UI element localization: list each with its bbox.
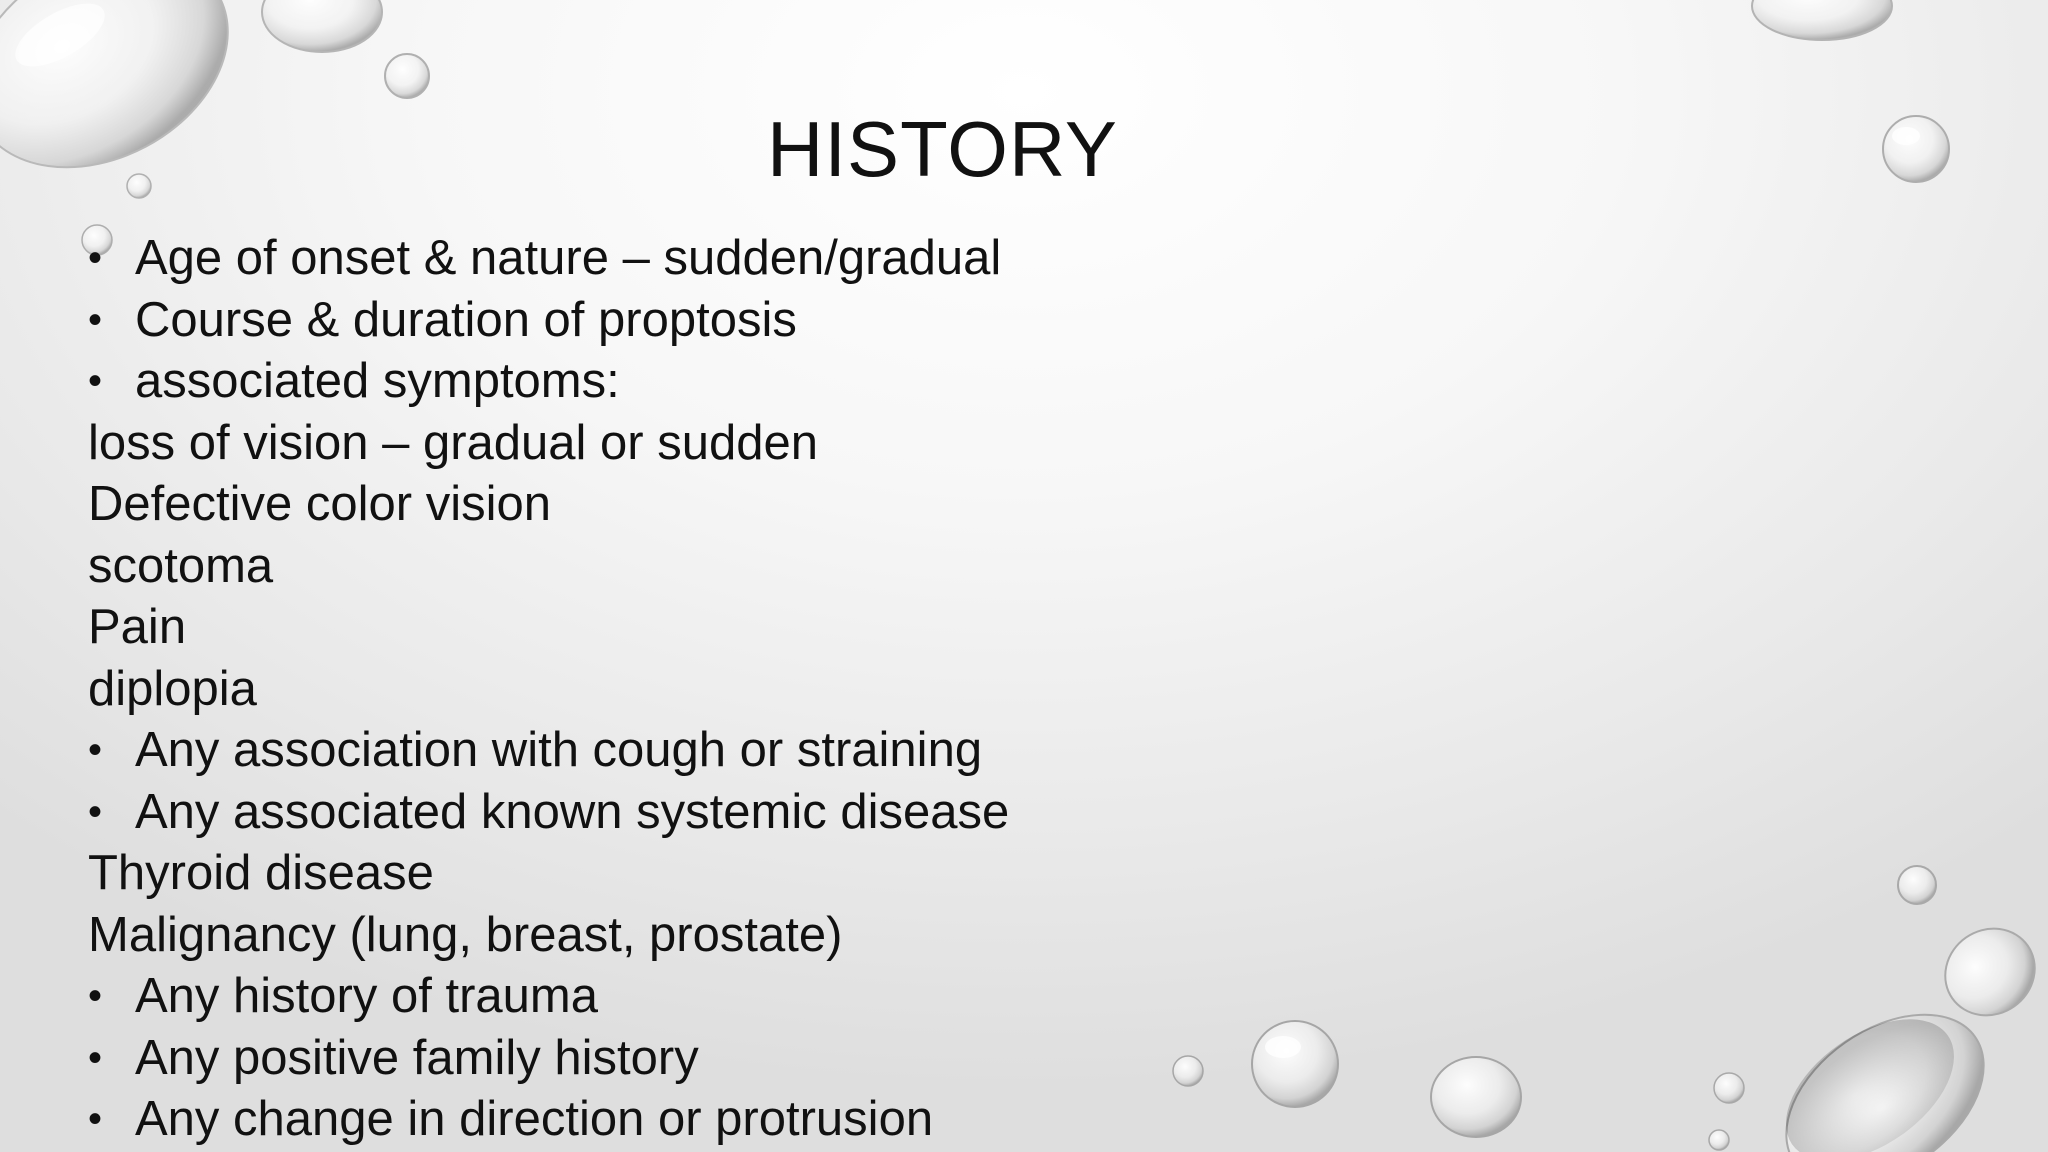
bullet-item: • Any associated known systemic disease xyxy=(88,782,1288,844)
bullet-item: • Age of onset & nature – sudden/gradual xyxy=(88,228,1288,290)
bullet-item: • Any positive family history xyxy=(88,1028,1288,1090)
bullet-item: • associated symptoms: xyxy=(88,351,1288,413)
sub-item: Malignancy (lung, breast, prostate) xyxy=(88,907,843,962)
slide-title: HISTORY xyxy=(767,105,1118,193)
sub-item: scotoma xyxy=(88,538,274,593)
bullet-item: • Any history of trauma xyxy=(88,966,1288,1028)
bullet-item: • Any change in direction or protrusion xyxy=(88,1089,1288,1151)
slide-content xyxy=(88,228,1288,1151)
sub-item: Defective color vision xyxy=(88,477,551,531)
sub-item: Thyroid disease xyxy=(88,846,434,900)
sub-item: Pain xyxy=(88,600,187,654)
droplet-group-bottom-right xyxy=(1173,866,2048,1152)
sub-item: loss of vision – gradual or sudden xyxy=(88,415,818,470)
bullet-item: • Any association with cough or straining xyxy=(88,720,1288,782)
bullet-item: • Course & duration of proptosis xyxy=(88,290,1288,352)
sub-item: diplopia xyxy=(88,661,257,716)
